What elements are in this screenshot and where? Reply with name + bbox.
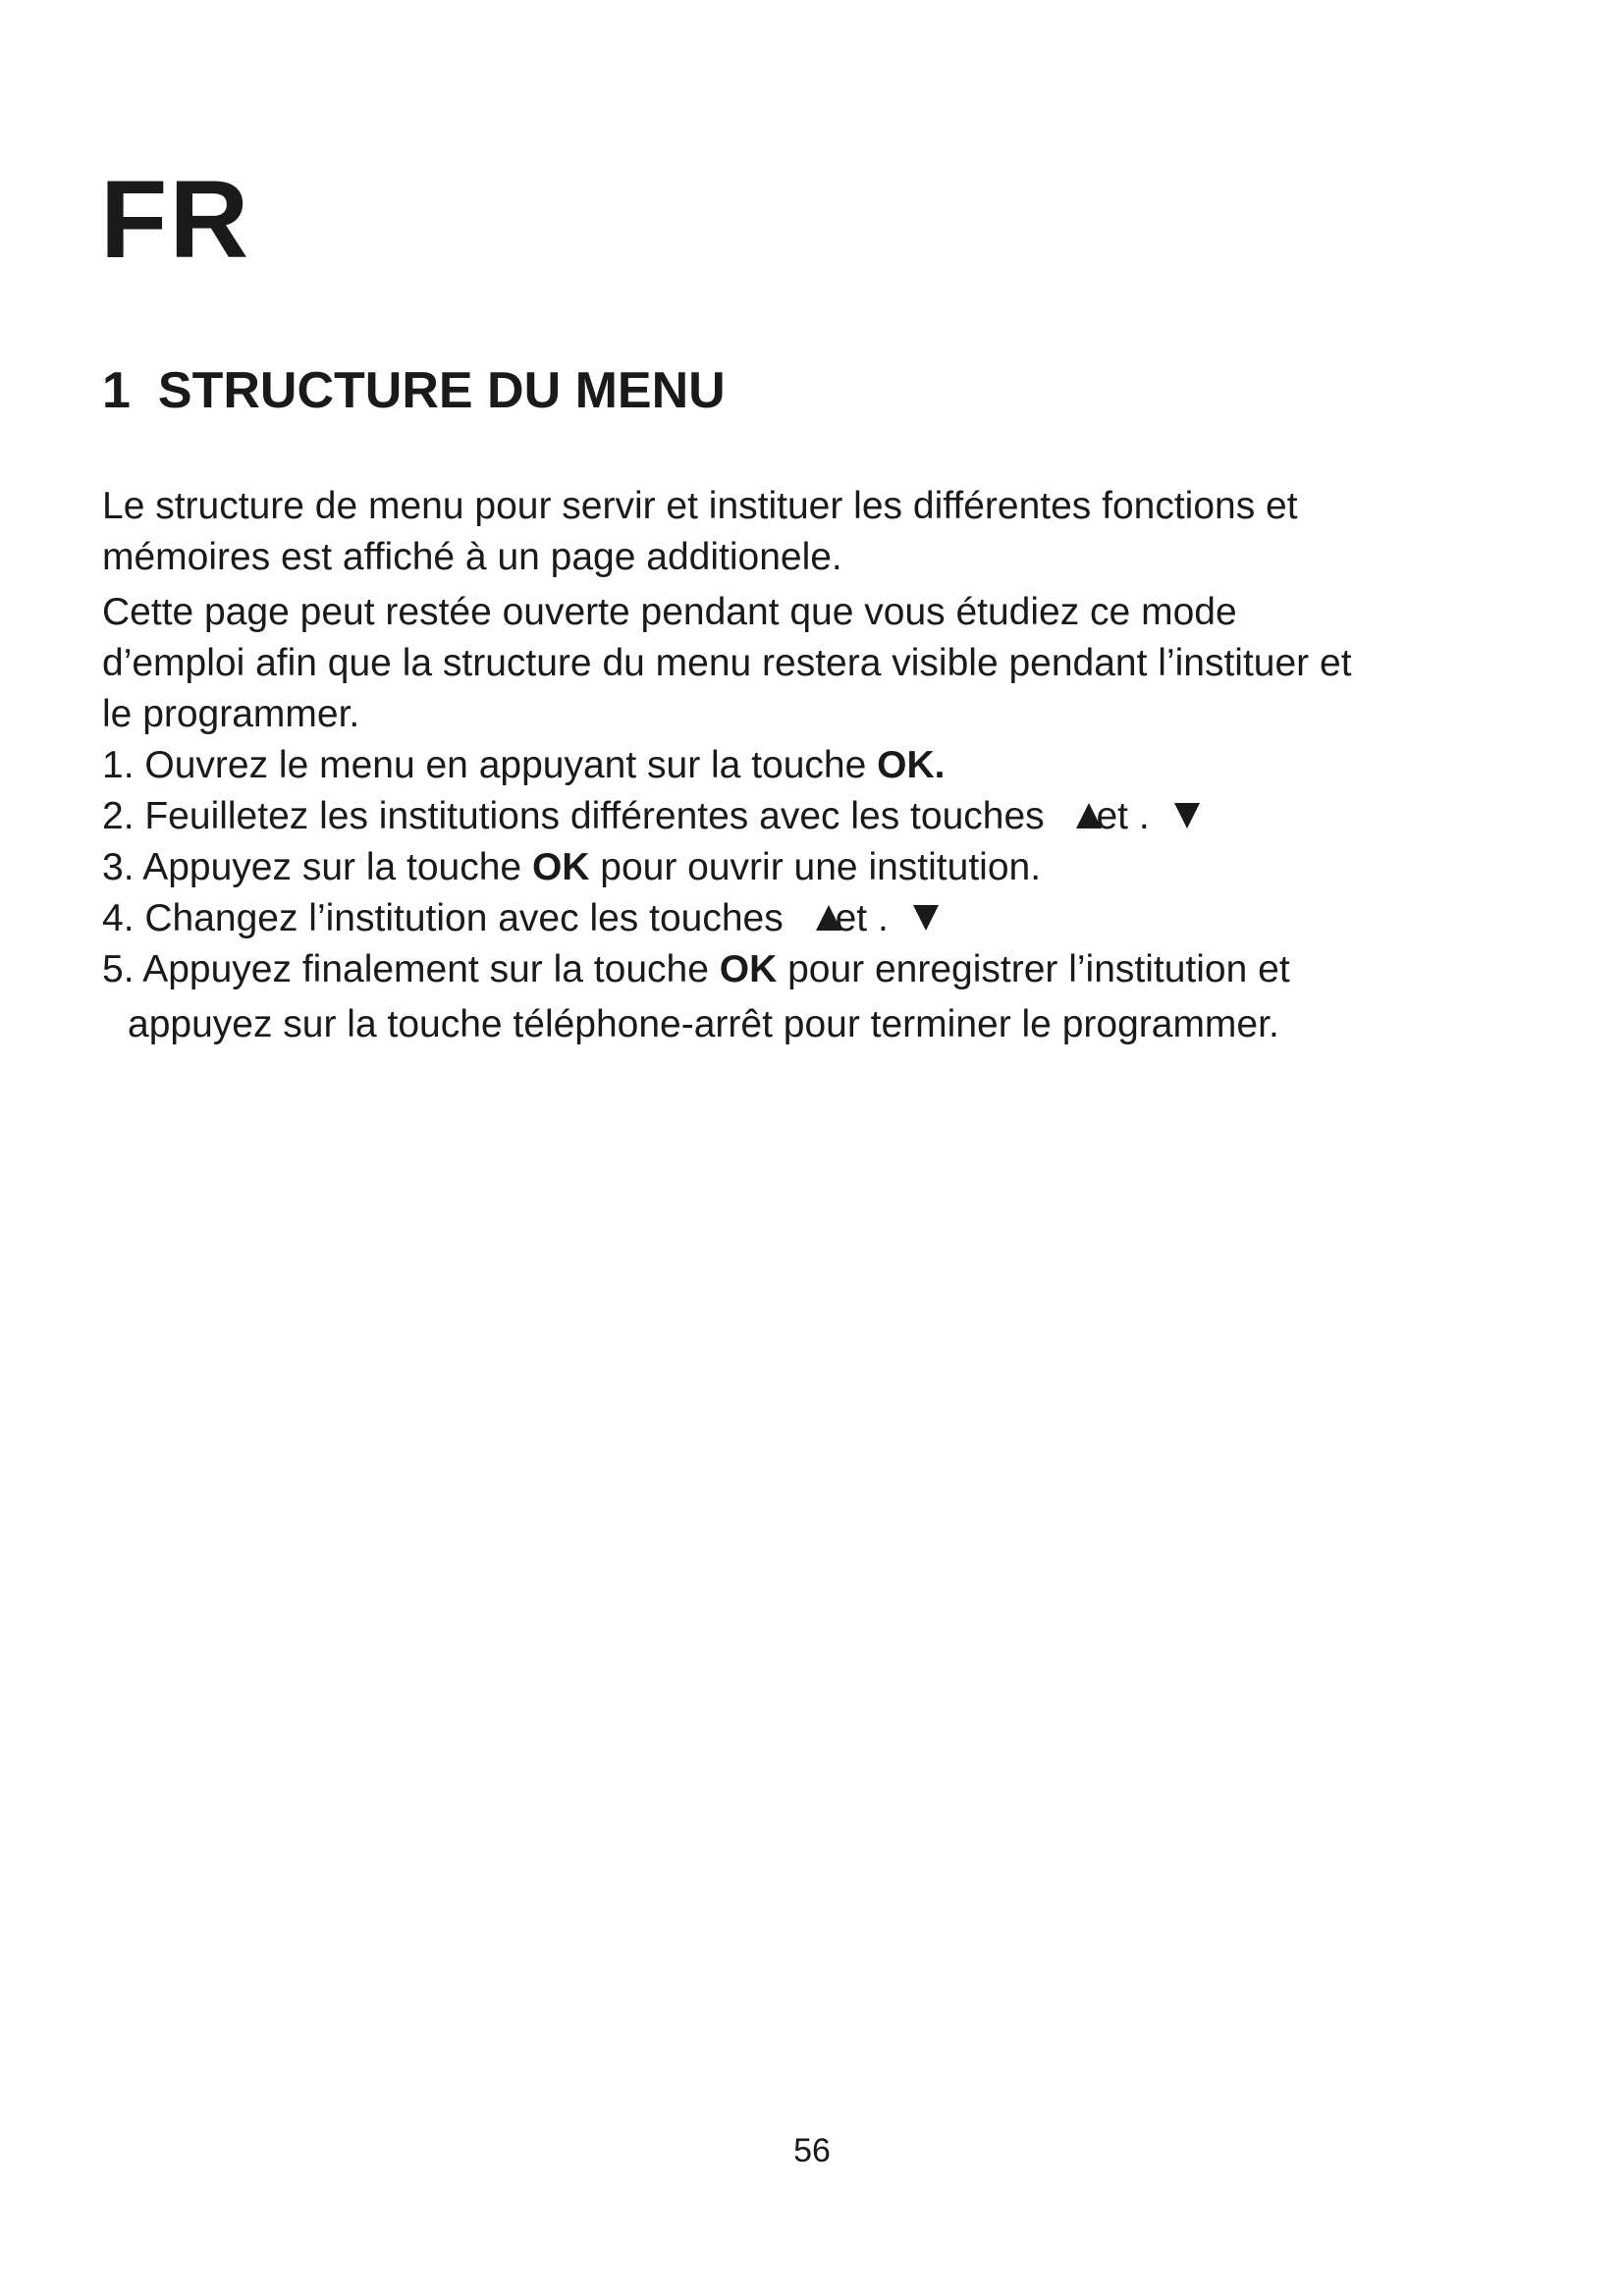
step-item [102,842,1545,893]
step-connector: et [835,897,868,939]
body-text [102,481,1545,1050]
intro-line: Le structure de menu pour servir et instituer les différentes fonctions et [102,485,1298,527]
usage-line: Cette page peut restée ouverte pendant que vous étudiez ce mode [102,591,1237,633]
step-text-suffix: pour enregistrer l’institution et [777,948,1290,990]
steps-list [102,740,1545,1050]
step-text-suffix: pour ouvrir une institution. [589,846,1042,888]
section-heading [102,362,726,419]
down-triangle-icon [913,905,939,931]
ok-key-label: OK [531,846,590,888]
step-separator: . [867,897,899,939]
step-item [102,791,1545,842]
step-connector: et [1096,795,1128,837]
section-title: STRUCTURE DU MENU [157,362,726,419]
step-item [102,893,1545,944]
ok-key-label: OK [719,948,778,990]
intro-line: mémoires est affiché à un page additionele. [102,536,842,578]
up-triangle-icon [816,905,841,931]
step-text: 3. Appuyez sur la touche [102,846,532,888]
step-text: 2. Feuilletez les institutions différentes avec les touches [102,795,1056,837]
up-triangle-icon [1076,803,1102,828]
step-text: 4. Changez l’institution avec les touches [102,897,794,939]
usage-line: le programmer. [102,693,360,735]
step-text: 5. Appuyez finalement sur la touche [102,948,720,990]
down-triangle-icon [1174,803,1200,828]
ok-key-label: OK. [877,744,946,786]
usage-line: d’emploi afin que la structure du menu restera visible pendant l’instituer et [102,642,1352,684]
step-text: 1. Ouvrez le menu en appuyant sur la touche [102,744,878,786]
language-code: FR [100,158,251,281]
intro-paragraph [102,481,1545,583]
usage-paragraph [102,587,1545,740]
page-number: 56 [793,2132,831,2169]
step-item [102,740,1545,791]
step-separator: . [1128,795,1161,837]
step-continuation: appuyez sur la touche téléphone-arrêt pour terminer le programmer. [128,1003,1279,1045]
section-number: 1 [102,362,131,419]
step-item [102,944,1545,1050]
